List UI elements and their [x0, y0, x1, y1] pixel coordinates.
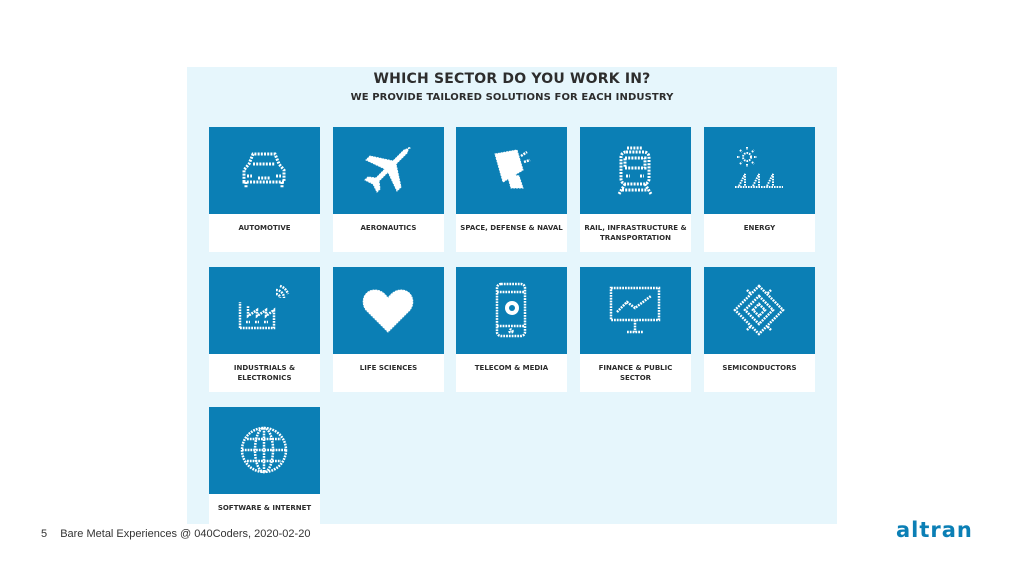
sector-card-energy[interactable] [704, 127, 815, 252]
sector-label: SEMICONDUCTORS [704, 354, 815, 392]
sector-card-finance-public[interactable] [580, 267, 691, 392]
sector-card-industrials-electronics[interactable] [209, 267, 320, 392]
sector-label: ENERGY [704, 214, 815, 252]
sun-solar-icon [729, 140, 789, 200]
factory-icon [234, 280, 294, 340]
page-subtitle: WE PROVIDE TAILORED SOLUTIONS FOR EACH INDUSTRY [350, 92, 674, 103]
altran-logo: altran [896, 518, 973, 542]
sector-card-life-sciences[interactable] [333, 267, 444, 392]
sector-card-space-defense-naval[interactable] [456, 127, 567, 252]
heading [187, 67, 837, 103]
satellite-dish-icon [481, 140, 541, 200]
sector-panel [187, 67, 837, 524]
car-icon [234, 140, 294, 200]
train-icon [605, 140, 665, 200]
sector-label: AERONAUTICS [333, 214, 444, 252]
presentation-chart-icon [605, 280, 665, 340]
sector-label: TELECOM & MEDIA [456, 354, 567, 392]
sector-card-semiconductors[interactable] [704, 267, 815, 392]
globe-icon [234, 420, 294, 480]
footer-text: Bare Metal Experiences @ 040Coders, 2020-02-20 [60, 528, 311, 540]
microchip-icon [729, 280, 789, 340]
footer [41, 528, 310, 540]
sector-label: RAIL, INFRASTRUCTURE & TRANSPORTATION [580, 214, 691, 252]
sector-label: SPACE, DEFENSE & NAVAL [456, 214, 567, 252]
page-number: 5 [41, 528, 48, 540]
sector-label: FINANCE & PUBLIC SECTOR [580, 354, 691, 392]
heart-icon [358, 280, 418, 340]
sector-card-automotive[interactable] [209, 127, 320, 252]
sector-card-telecom-media[interactable] [456, 267, 567, 392]
page-title: WHICH SECTOR DO YOU WORK IN? [373, 71, 651, 87]
sector-card-aeronautics[interactable] [333, 127, 444, 252]
smartphone-icon [481, 280, 541, 340]
sector-card-software-internet[interactable] [209, 407, 320, 532]
sector-label: LIFE SCIENCES [333, 354, 444, 392]
sector-card-rail-infrastructure[interactable] [580, 127, 691, 252]
airplane-icon [358, 140, 418, 200]
sector-label: AUTOMOTIVE [209, 214, 320, 252]
sector-label: INDUSTRIALS & ELECTRONICS [209, 354, 320, 392]
sector-label: SOFTWARE & INTERNET [209, 494, 320, 532]
